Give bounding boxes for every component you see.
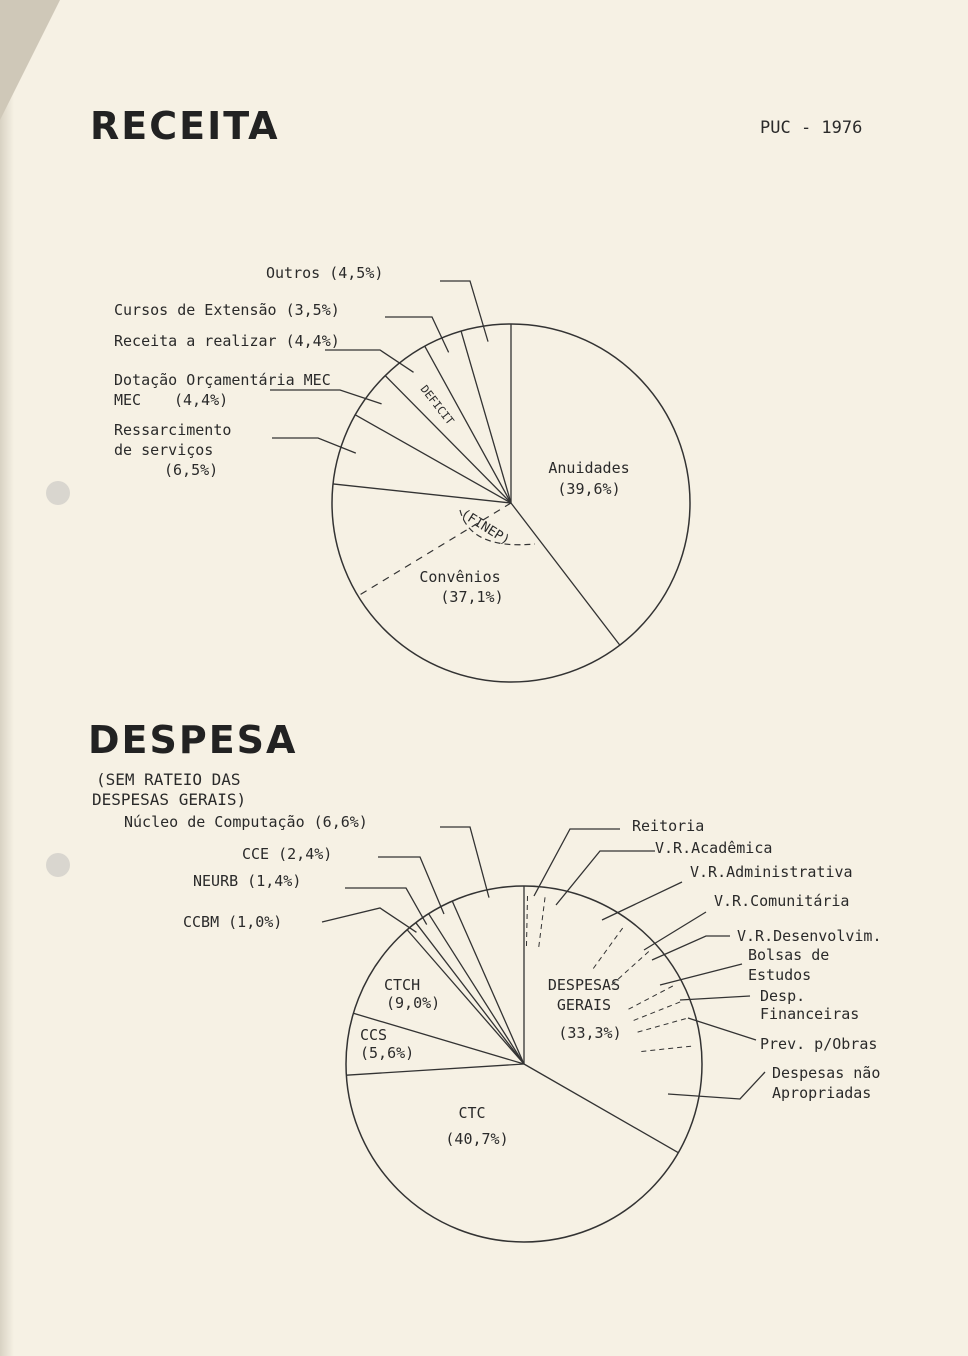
receita-slice-boundary (511, 503, 620, 645)
despesas-gerais-pct: (33,3%) (558, 1024, 622, 1042)
receita-slice-boundary (425, 346, 511, 503)
despesa-sublabel: Reitoria (632, 817, 705, 835)
receita-outside-label: Outros (4,5%) (266, 264, 384, 282)
despesa-sublabel: Estudos (748, 966, 812, 984)
despesa-subtitle-line2: DESPESAS GERAIS) (92, 790, 247, 809)
despesa-sublabel: Apropriadas (772, 1084, 872, 1102)
anuidades-label: Anuidades (548, 459, 630, 477)
despesa-leader-line (345, 888, 427, 925)
ctch-label: CTCH (384, 976, 421, 994)
receita-outside-label: Receita a realizar (4,4%) (114, 332, 340, 350)
despesa-sublabel-leader (660, 964, 742, 985)
despesa-subdivision-tick (526, 892, 527, 946)
despesa-sublabel: V.R.Comunitária (714, 892, 850, 910)
receita-outside-label: Cursos de Extensão (3,5%) (114, 301, 340, 319)
receita-outside-label: de serviços (114, 441, 214, 459)
receita-outside-label: (4,4%) (174, 391, 229, 409)
despesa-leader-line (440, 827, 489, 898)
despesa-slice-boundary (429, 914, 524, 1064)
receita-outside-label: Dotação Orçamentária MEC (114, 371, 331, 389)
despesa-slice-boundary (452, 901, 524, 1064)
receita-outside-label: (6,5%) (164, 461, 219, 479)
receita-leader-line (440, 281, 488, 342)
receita-slice-boundary (355, 415, 511, 503)
despesa-outside-label: NEURB (1,4%) (193, 872, 302, 890)
despesa-outside-label: CCBM (1,0%) (183, 913, 283, 931)
receita-outside-label: Ressarcimento (114, 421, 232, 439)
receita-outside-label: MEC (114, 391, 142, 409)
receita-leader-line (325, 350, 414, 372)
despesa-sublabel: V.R.Acadêmica (655, 839, 773, 857)
despesa-subdivision-tick (641, 1046, 695, 1052)
ctch-pct: (9,0%) (386, 994, 441, 1012)
despesa-subdivision-tick (539, 893, 546, 947)
despesa-sublabel-leader (680, 996, 750, 1000)
convenios-pct: (37,1%) (440, 588, 504, 606)
despesa-sublabel-leader (534, 829, 620, 896)
ccs-pct: (5,6%) (360, 1044, 415, 1062)
year-label: PUC - 1976 (760, 118, 863, 138)
despesa-slice-boundary (346, 1064, 524, 1075)
despesa-sublabel-leader (652, 936, 730, 960)
ccs-label: CCS (360, 1026, 388, 1044)
despesa-sublabel: Prev. p/Obras (760, 1035, 878, 1053)
despesas-gerais-label-2: GERAIS (556, 996, 612, 1014)
despesa-outside-label: CCE (2,4%) (242, 845, 333, 863)
despesa-slice-boundary (524, 1064, 678, 1153)
receita-slice-boundary (333, 484, 511, 503)
receita-leader-line (385, 317, 449, 352)
despesa-outside-label: Núcleo de Computação (6,6%) (124, 813, 368, 831)
receita-pie-chart (114, 264, 690, 682)
despesa-sublabel: Financeiras (760, 1005, 860, 1023)
receita-title: RECEITA (90, 104, 280, 148)
despesa-subdivision-tick (593, 925, 625, 969)
despesa-leader-line (378, 857, 444, 914)
despesa-sublabel: V.R.Desenvolvim. (737, 927, 882, 945)
despesa-sublabel: Desp. (760, 987, 806, 1005)
despesa-title: DESPESA (88, 718, 298, 762)
despesa-pie-chart (124, 813, 882, 1242)
despesa-leader-line (322, 908, 416, 932)
despesa-sublabel-leader (644, 912, 706, 950)
ctc-pct: (40,7%) (445, 1130, 509, 1148)
convenios-label: Convênios (419, 568, 501, 586)
despesa-sublabel: Bolsas de (748, 946, 830, 964)
despesa-sublabel-leader (668, 1072, 765, 1099)
ctc-label: CTC (458, 1104, 486, 1122)
receita-leader-line (270, 390, 382, 404)
despesa-sublabel: V.R.Administrativa (690, 863, 853, 881)
anuidades-pct: (39,6%) (557, 480, 621, 498)
finep-annotation: (FINEP) (457, 506, 513, 549)
deficit-annotation: DEFICIT (417, 382, 457, 428)
despesa-sublabel-leader (556, 851, 655, 905)
despesa-subdivision-tick (634, 1000, 684, 1020)
despesa-subdivision-tick (638, 1018, 690, 1033)
despesa-sublabel-leader (602, 882, 682, 920)
despesa-subtitle-line1: (SEM RATEIO DAS (96, 770, 241, 789)
despesa-sublabel: Despesas não (772, 1064, 881, 1082)
despesas-gerais-label: DESPESAS (547, 976, 621, 994)
despesa-subdivision-tick (629, 984, 677, 1009)
